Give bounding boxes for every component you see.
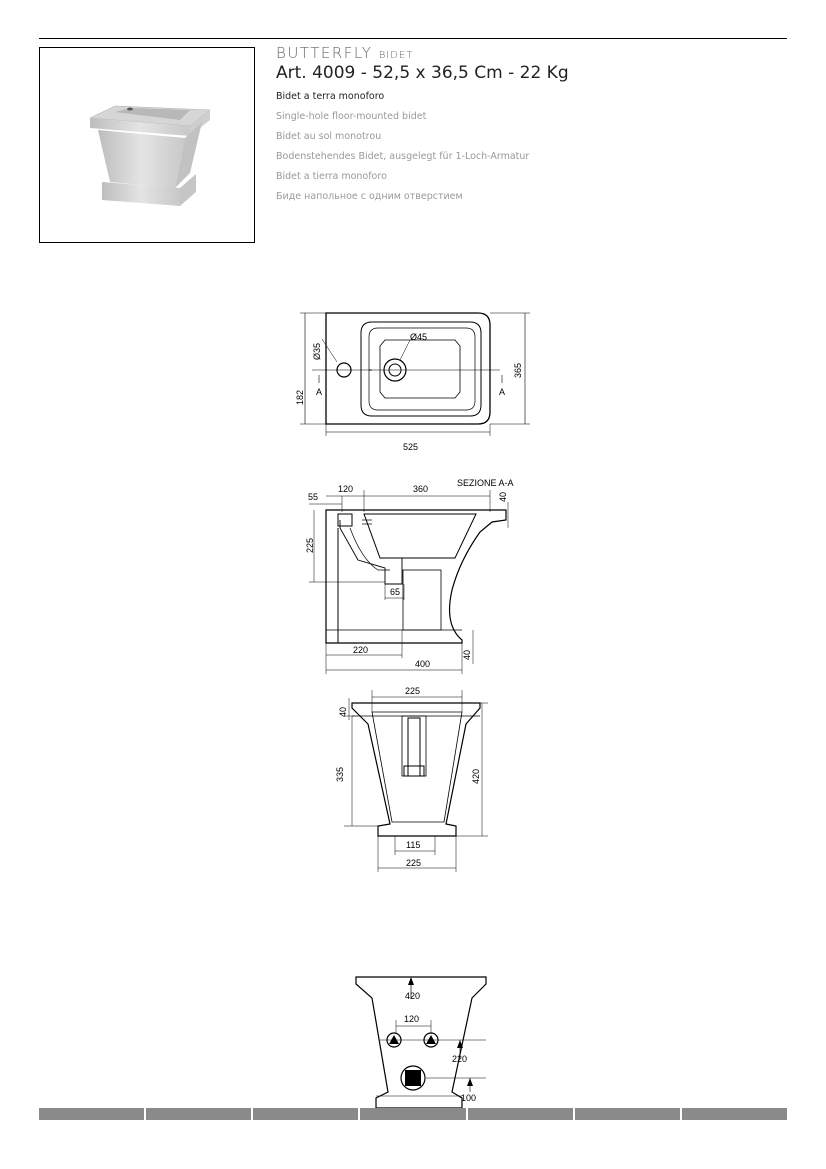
section-title: SEZIONE A-A xyxy=(457,478,514,488)
section-dim-400: 400 xyxy=(415,659,431,669)
desc-es: Bidet a tierra monoforo xyxy=(276,171,387,182)
top-depth-label: 365 xyxy=(513,362,523,378)
article-line: Art. 4009 - 52,5 x 36,5 Cm - 22 Kg xyxy=(276,63,569,83)
desc-it: Bidet a terra monoforo xyxy=(276,91,385,102)
front-dim-335: 335 xyxy=(335,766,345,782)
section-dim-65: 65 xyxy=(390,587,401,597)
section-mark-left: A xyxy=(316,387,323,397)
footer-segment-3 xyxy=(253,1108,358,1120)
desc-en: Single-hole floor-mounted bidet xyxy=(276,111,427,122)
front-dim-225-top: 225 xyxy=(405,686,421,696)
section-dim-55: 55 xyxy=(308,492,319,502)
section-dim-40-bottom: 40 xyxy=(462,649,472,660)
desc-de: Bodenstehendes Bidet, ausgelegt für 1-Loch-Armatur xyxy=(276,151,530,162)
footer-segment-4 xyxy=(360,1108,466,1120)
front-dim-420: 420 xyxy=(471,768,481,784)
product-name: BUTTERFLY xyxy=(276,44,373,62)
section-dim-220: 220 xyxy=(353,645,369,655)
back-dim-420: 420 xyxy=(405,991,421,1001)
footer-segment-2 xyxy=(146,1108,251,1120)
back-view xyxy=(356,977,486,1108)
desc-ru: Биде напольное с одним отверстием xyxy=(276,191,463,202)
footer-segment-5 xyxy=(468,1108,573,1120)
desc-fr: Bidet au sol monotrou xyxy=(276,131,382,142)
back-dim-220: 220 xyxy=(452,1054,468,1064)
back-dim-120: 120 xyxy=(404,1014,420,1024)
front-dim-40: 40 xyxy=(338,706,348,717)
front-dim-225-bottom: 225 xyxy=(406,858,422,868)
section-view xyxy=(309,490,508,674)
top-width-label: 525 xyxy=(403,442,419,452)
product-type: BIDET xyxy=(378,50,414,61)
footer-segment-7 xyxy=(682,1108,787,1120)
section-dim-120: 120 xyxy=(338,484,354,494)
back-dim-100: 100 xyxy=(461,1093,477,1103)
footer-segment-1 xyxy=(39,1108,144,1120)
hole-diameter-label: Ø35 xyxy=(312,342,322,360)
section-mark-right: A xyxy=(499,387,506,397)
front-dim-115: 115 xyxy=(406,840,421,850)
footer-segment-6 xyxy=(575,1108,680,1120)
section-dim-40-top: 40 xyxy=(498,491,508,502)
top-offset-label: 182 xyxy=(295,389,305,405)
section-dim-225: 225 xyxy=(305,537,315,553)
drain-diameter-label: Ø45 xyxy=(410,332,428,342)
section-dim-360: 360 xyxy=(413,484,429,494)
